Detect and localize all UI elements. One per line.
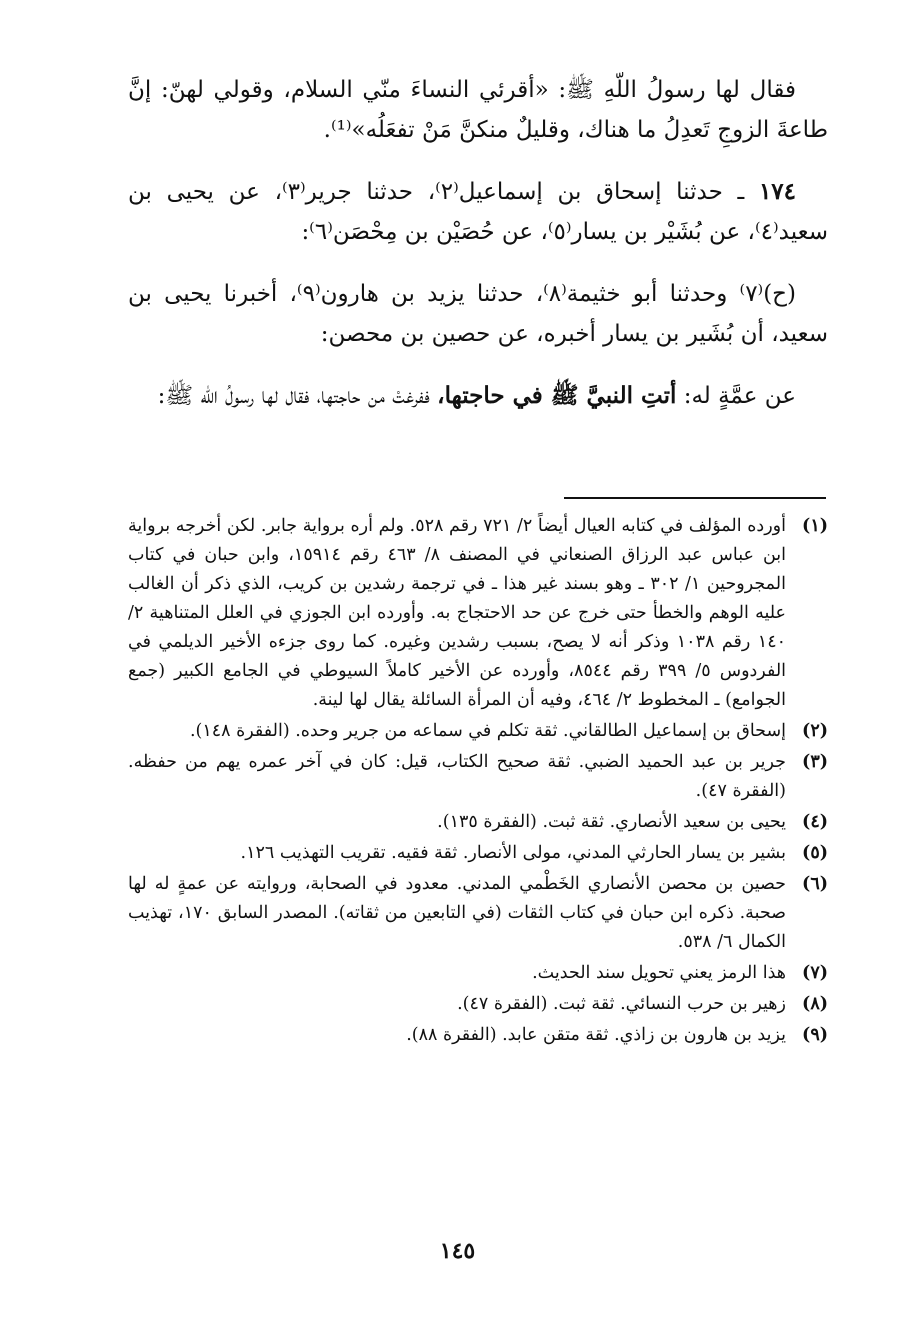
paragraph-4 (128, 376, 828, 416)
page-number: ١٤٥ (439, 1238, 476, 1264)
hadith-number: ١٧٤ (758, 178, 796, 205)
footnote-item (128, 808, 828, 837)
main-text (128, 70, 828, 438)
footnote-text: إسحاق بن إسماعيل الطالقاني. ثقة تكلم في سماعه من جرير وحده. (الفقرة ١٤٨). (189, 721, 786, 741)
paragraph-3: (ح)⁽٧⁾ وحدثنا أبو خثيمة⁽٨⁾، حدثنا يزيد بن هارون⁽٩⁾، أخبرنا يحيى بن سعيد، أن بُشَير بن يسار أخبره، عن حصين بن محصن: (128, 281, 828, 347)
paragraph-4-rest: ففرغتْ من حاجتها، فقال لها رسولُ الله ﷺ: (157, 383, 438, 409)
footnote-text: حصين بن محصن الأنصاري الخَطْمي المدني. معدود في الصحابة، وروايته عن عمةٍ له لها صحبة. ذكره ابن حبان في كتاب الثقات (في التابعين من ثقاته). المصدر السابق ١٧٠، تهذيب الكمال ٦/ ٥٣٨. (128, 874, 787, 952)
paragraph-hadith-174 (128, 172, 828, 252)
footnote-number: (١) (802, 516, 828, 536)
footnote-text: أورده المؤلف في كتابه العيال أيضاً ٢/ ٧٢١ رقم ٥٢٨. ولم أره برواية جابر. لكن أخرجه برواية ابن عباس عبد الرزاق الصنعاني في المصنف ٨/ ٤٦٣ رقم ١٥٩١٤، وابن حبان في كتاب المجروحين ١/ ٣٠٢ ـ وهو بسند غير هذا ـ في ترجمة رشدين بن كريب، الذي ذكر أن الغالب عليه الوهم والخطأ حتى خرج عن حد الاحتجاج به. وأورده ابن الجوزي في العلل المتناهية ٢/ ١٤٠ رقم ١٠٣٨ وذكر أنه لا يصح، بسبب رشدين وغيره. كما روى جزءه الأخير الديلمي في الفردوس ٥/ ٣٩٩ رقم ٨٥٤٤، وأورده عن الأخير كاملاً السيوطي في الجامع الكبير (جمع الجوامع) ـ المخطوط ٢/ ٤٦٤، وفيه أن المرأة السائلة يقال لها لينة. (128, 516, 787, 710)
paragraph-1: فقال لها رسولُ اللّهِ ﷺ: «أقرئي النساءَ منّي السلام، وقولي لهنّ: إنَّ طاعةَ الزوجِ تَعدِلُ ما هناك، وقليلٌ منكنَّ مَنْ تفعَلُه»⁽¹⁾. (128, 77, 828, 143)
footnote-text: بشير بن يسار الحارثي المدني، مولى الأنصار. ثقة فقيه. تقريب التهذيب ١٢٦. (240, 843, 786, 863)
footnote-item (128, 870, 828, 957)
paragraph-4-bold: أتتِ النبيَّ ﷺ في حاجتها، (437, 382, 677, 409)
footnote-item (128, 512, 828, 715)
paragraph-4-intro: عن عمَّةٍ له: (676, 383, 796, 409)
footnote-separator (564, 497, 826, 499)
footnote-number: (٧) (802, 963, 828, 983)
footnote-text: جرير بن عبد الحميد الضبي. ثقة صحيح الكتاب، قيل: كان في آخر عمره يهم من حفظه. (الفقرة ٤٧). (128, 752, 786, 801)
footnote-text: زهير بن حرب النسائي. ثقة ثبت. (الفقرة ٤٧). (457, 994, 786, 1014)
footnote-number: (٤) (802, 812, 828, 832)
hadith-chain: ـ حدثنا إسحاق بن إسماعيل⁽٢⁾، حدثنا جرير⁽٣⁾، عن يحيى بن سعيد⁽٤⁾، عن بُشَيْر بن يسار⁽٥⁾، عن حُصَيْن بن مِحْصَن⁽٦⁾: (128, 179, 828, 245)
footnote-item (128, 839, 828, 868)
footnote-number: (٥) (802, 843, 828, 863)
footnote-text: هذا الرمز يعني تحويل سند الحديث. (532, 963, 786, 983)
footnote-number: (٣) (802, 752, 828, 772)
footnotes (128, 512, 828, 1052)
footnote-number: (٦) (802, 874, 828, 894)
footnote-text: يزيد بن هارون بن زاذي. ثقة متقن عابد. (الفقرة ٨٨). (406, 1025, 786, 1045)
footnote-number: (٩) (802, 1025, 828, 1045)
footnote-number: (٨) (802, 994, 828, 1014)
footnote-item (128, 748, 828, 806)
footnote-number: (٢) (802, 721, 828, 741)
footnote-item (128, 1021, 828, 1050)
footnote-item (128, 717, 828, 746)
footnote-item (128, 959, 828, 988)
footnote-item (128, 990, 828, 1019)
footnote-text: يحيى بن سعيد الأنصاري. ثقة ثبت. (الفقرة ١٣٥). (437, 812, 786, 832)
